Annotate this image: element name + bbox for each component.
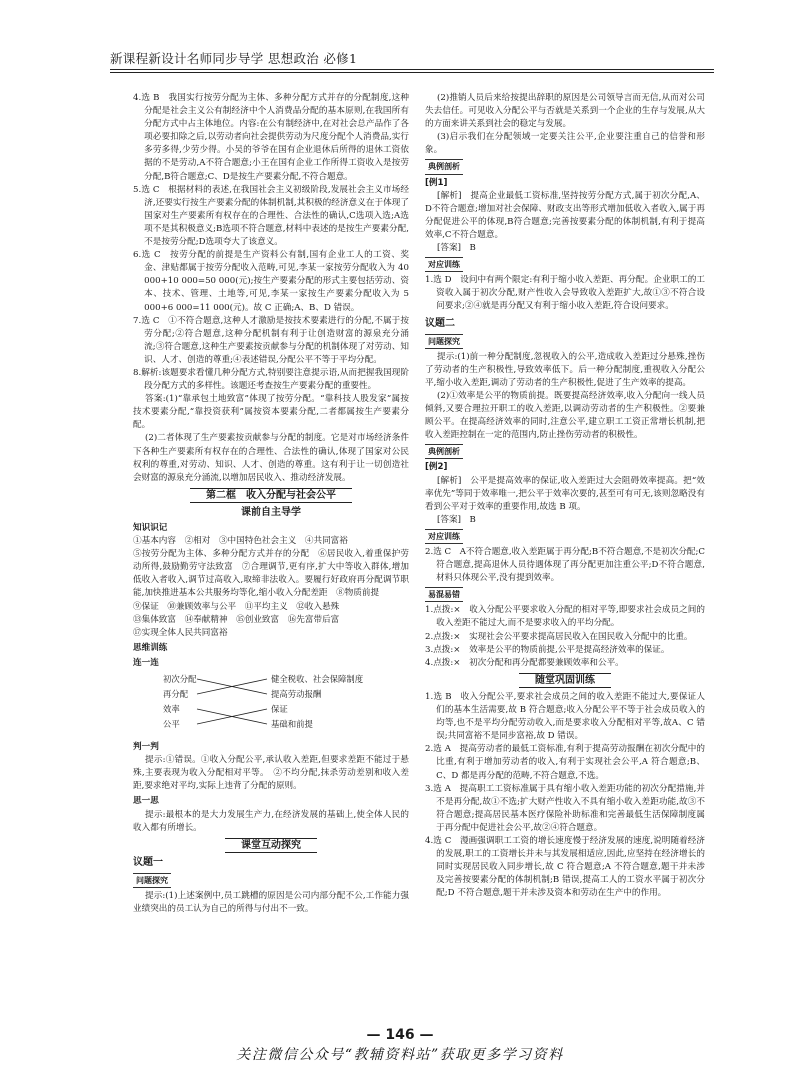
explore-tag-2: 问题探究 (425, 334, 463, 349)
consolidate-1: 1.选 B 收入分配公平,要求社会成员之间的收入差距不能过大,要保证人们的基本生活需要,故 B 符合题意;收入分配公平不等于社会成员收入的均等,也不是平均分配劳动收入,而是要求收入分配相对平等,故A、C 错误;共同富裕不是同步富裕,故 D 错误。 (425, 691, 705, 742)
right-column (425, 92, 705, 900)
knowledge-answers (133, 535, 409, 640)
answer-5: 5.选 C 根据材料的表述,在我国社会主义初级阶段,发展社会主义市场经济,还要实行按生产要素分配的体制机制,其积极的经济意义在于体现了国家对生产要素所有权存在的合理性、合法性的确认,C选项入选;A选项不是其积极意义;B选项不符合题意,材料中表述的是按生产要素分配,不是按劳分配;D选项夸大了该意义。 (133, 184, 409, 248)
answer-6: 6.选 C 按劳分配的前提是生产资料公有制,国有企业工人的工资、奖金、津贴都属于按劳分配收入范畴,可见,李某一家按劳分配收入为 40 000+10 000=50 000(元);按生产要素分配的形式主要包括劳动、资本、技术、管理、土地等,可见,李某一家按生产要素分配收入为 5 000+6 000=11 000(元)。故 C 正确;A、B、D 错误。 (133, 250, 409, 313)
mistake-tag: 易混易错 (425, 587, 463, 602)
header-rule-2 (110, 72, 714, 73)
match-left-item: 公平 (163, 719, 180, 730)
answer-8-analysis: 8.解析:该题要求看懂几种分配方式,特别要注意提示语,从而把握我国现阶段分配方式的多样性。该题还考查按生产要素分配的重要性。 (133, 367, 409, 392)
match-right-item: 健全税收、社会保障制度 (271, 674, 364, 685)
thinking-heading: 思维训练 (133, 642, 168, 653)
consolidate-3: 3.选 A 提高职工工资标准属于具有缩小收入差距功能的初次分配措施,并不是再分配,故①不选;扩大财产性收入不具有缩小收入差距功能,故③不符合题意;提高居民基本医疗保险补助标准和完善最低生活保障制度属于再分配中促进社会公平,故②④符合题意。 (425, 783, 705, 833)
match-lines (195, 673, 275, 739)
match-left-item: 再分配 (163, 689, 189, 700)
example-1-answer: [答案] B (437, 243, 476, 254)
match-right-item: 提高劳动报酬 (271, 689, 322, 700)
example-2-answer: [答案] B (437, 514, 476, 525)
answer-7: 7.选 C ①不符合题意,这种人才激励是按技术要素进行的分配,不属于按劳分配;②符合题意,这种分配机制有利于让创造财富的源泉充分涌流;③符合题意,这种生产要素按贡献参与分配的机制体现了对劳动、知识、人才、创造的尊重;④表述错误,分配公平不等于平均分配。 (133, 315, 409, 365)
self-study-title: 课前自主导学 (241, 506, 301, 518)
mistake-3: 3.点拨:× 效率是公平的物质前提,公平是提高经济效率的保证。 (425, 644, 670, 655)
topic-2-hint-2: (2)①效率是公平的物质前提。既要提高经济效率,收入分配向一线人员倾斜,又要合理拉开职工的收入差距,以调动劳动者的生产积极性。②要兼顾公平。在提高经济效率的同时,注意公平,建立职工工资正常增长机制,把收入差距控制在一定的范围内,防止挫伤劳动者的积极性。 (425, 390, 705, 441)
knowledge-line: ⑨保证 ⑩兼顾效率与公平 ⑪平均主义 ⑫收入悬殊 (133, 601, 340, 612)
topic-1-hint-3: (3)启示我们在分配领域一定要关注公平,企业要注重自己的信誉和形象。 (425, 132, 705, 156)
example-1-label: [例1] (425, 177, 448, 188)
knowledge-line: ⑰实现全体人民共同富裕 (133, 627, 228, 638)
think-hint: 提示:最根本的是大力发展生产力,在经济发展的基础上,使全体人民的收入都有所增长。 (133, 809, 409, 833)
consolidate-2: 2.选 A 提高劳动者的最低工资标准,有利于提高劳动报酬在初次分配中的比重,有利于增加劳动者的收入,有利于实现社会公平,A 符合题意;B、C、D 都是再分配的范畴,不符合题意,不选。 (425, 744, 705, 781)
example-1-analysis: [解析] 提高企业最低工资标准,坚持按劳分配方式,属于初次分配,A、D不符合题意;增加对社会保障、财政支出等形式增加低收入者收入,属于再分配促进公平的体现,B符合题意;完善按要素分配的体制机制,有利于提高效率,C不符合题意。 (425, 190, 705, 240)
topic-1-heading: 议题一 (133, 856, 163, 868)
example-2-analysis: [解析] 公平是提高效率的保证,收入差距过大会阻碍效率提高。把“效率优先”等同于效率唯一,把公平于效率次要的,甚至可有可无,该则忽略没有看到公平对于效率的重要作用,故选 B 项。 (425, 475, 705, 512)
header-rule (110, 69, 714, 70)
training-1: 1.选 D 设问中有两个限定:有利于缩小收入差距、再分配。企业职工的工资收入属于初次分配,财产性收入会导致收入差距扩大,故①③不符合设问要求;②④就是再分配又有利于缩小收入差距,符合设问要求。 (425, 275, 705, 312)
answer-8-key-2: (2)二者体现了生产要素按贡献参与分配的制度。它是对市场经济条件下各种生产要素所有权存在的合理性、合法性的确认,体现了国家对公民权利的尊重,对劳动、知识、人才、创造的尊重。这有利于让一切创造社会财富的源泉充分涌流,以增加居民收入、推动经济发展。 (133, 433, 409, 483)
match-right-item: 保证 (271, 704, 288, 715)
connect-heading: 连一连 (133, 657, 159, 668)
train-tag-2: 对应训练 (425, 529, 463, 544)
knowledge-line: ⑬集体致富 ⑭奉献精神 ⑮创业致富 ⑯先富带后富 (133, 614, 340, 625)
section-title: 第二框 收入分配与社会公平 (133, 488, 409, 503)
matching-diagram (133, 673, 409, 739)
topic-1-hint: 提示:(1)上述案例中,员工跳槽的原因是公司内部分配不公,工作能力强业绩突出的员工认为自己的所得与付出不一致。 (133, 890, 409, 915)
mistake-1: 1.点拨:× 收入分配公平要求收入分配的相对平等,即要求社会成员之间的收入差距不能过大,而不是要求收入的平均分配。 (425, 605, 705, 629)
judge-hint: 提示:①错误。①收入分配公平,承认收入差距,但要求差距不能过于悬殊,主要表现为收入分配相对平等。 ②不均分配,抹杀劳动差别和收入差距,要求绝对平均,实际上违背了分配的原则。 (133, 755, 409, 792)
topic-1-hint-2: (2)推销人员后来给按提出辞职的原因是公司领导言而无信,从而对公司失去信任。可见收入分配公平与否就是关系到一个企业的生存与发展,从大的方面来讲关系到社会的稳定与发展。 (425, 93, 705, 130)
train-tag: 对应训练 (425, 257, 463, 272)
example-2-label: [例2] (425, 462, 448, 473)
case-tag: 典例剖析 (425, 159, 463, 174)
answer-4: 4.选 B 我国实行按劳分配为主体、多种分配方式并存的分配制度,这种分配是社会主义公有制经济中个人消费品分配的基本原则,在我国所有分配方式中占主体地位。内容:在公有制经济中,在对社会总产品作了各项必要扣除之后,以劳动者向社会提供劳动为尺度分配个人消费品,实行多劳多得,少劳少得。小吴的爷爷在国有企业退休后所得的退休工资依据的不是劳动,A不符合题意;小王在国有企业工作所得工资收入是按劳分配,B符合题意;C、D是按生产要素分配,不符合题意。 (133, 93, 409, 182)
match-right-item: 基础和前提 (271, 719, 313, 730)
match-left-item: 初次分配 (163, 674, 197, 685)
case-tag-2: 典例剖析 (425, 444, 463, 459)
consolidate-4: 4.选 C 漫画强调职工工资的增长速度慢于经济发展的速度,说明随着经济的发展,职工的工资增长并未与其发展相适应,因此,应坚持在经济增长的同时实现居民收入同步增长,故 C 符合题意;A 不符合题意,题干并未涉及完善按要素分配的体制机制;B 错误,提高工人的工资水平属于初次分配;D 不符合题意,题干并未涉及资本和劳动在生产中的作用。 (425, 835, 705, 899)
explore-tag: 问题探究 (133, 873, 171, 888)
think-heading: 思一思 (133, 796, 159, 807)
match-left-item: 效率 (163, 704, 180, 715)
topic-2-hint-1: 提示:(1)前一种分配制度,忽视收入的公平,造成收入差距过分悬殊,挫伤了劳动者的生产积极性,导致效率低下。后一种分配制度,重视收入分配公平,缩小收入差距,调动了劳动者的生产积极性,促进了生产效率的提高。 (425, 351, 705, 388)
left-column (133, 92, 409, 916)
training-2: 2.选 C A不符合题意,收入差距属于再分配;B不符合题意,不是初次分配;C符合题意,提高退休人员待遇体现了再分配更加注重公平;D不符合题意,材料只体现公平,没有提到效率。 (425, 547, 705, 584)
answer-8-key: 答案:(1)“靠承包土地致富”体现了按劳分配。“靠科技人股发家”属按技术要素分配,“靠投资获利”属按资本要素分配,二者都属按生产要素分配。 (133, 394, 409, 431)
knowledge-line: ⑤按劳分配为主体、多种分配方式并存的分配 ⑥居民收入,着重保护劳动所得,鼓励勤劳守法致富 ⑦合理调节,更有序,扩大中等收入群体,增加低收入者收入,调节过高收入,取缔非法收入。要履行好政府再分配调节职能,加快推进基本公共服务均等化,缩小收入分配差距 ⑧物质前提 (133, 549, 409, 599)
footer-note: 关注微信公众号“教辅资料站”获取更多学习资料 (236, 1047, 564, 1063)
topic-2-heading: 议题二 (425, 317, 455, 329)
mistake-2: 2.点拨:× 实现社会公平要求提高居民收入在国民收入分配中的比重。 (425, 631, 693, 642)
mistake-4: 4.点拨:× 初次分配和再分配都要兼顾效率和公平。 (425, 657, 624, 668)
knowledge-heading: 知识识记 (133, 523, 168, 533)
page-number: — 146 — (366, 1027, 434, 1043)
consolidate-title: 随堂巩固训练 (425, 673, 705, 688)
running-header: 新课程新设计名师同步导学 思想政治 必修1 (110, 51, 358, 66)
knowledge-line: ①基本内容 ②相对 ③中国特色社会主义 ④共同富裕 (133, 536, 348, 547)
judge-heading: 判一判 (133, 742, 159, 753)
interactive-title: 课堂互动探究 (133, 838, 409, 853)
